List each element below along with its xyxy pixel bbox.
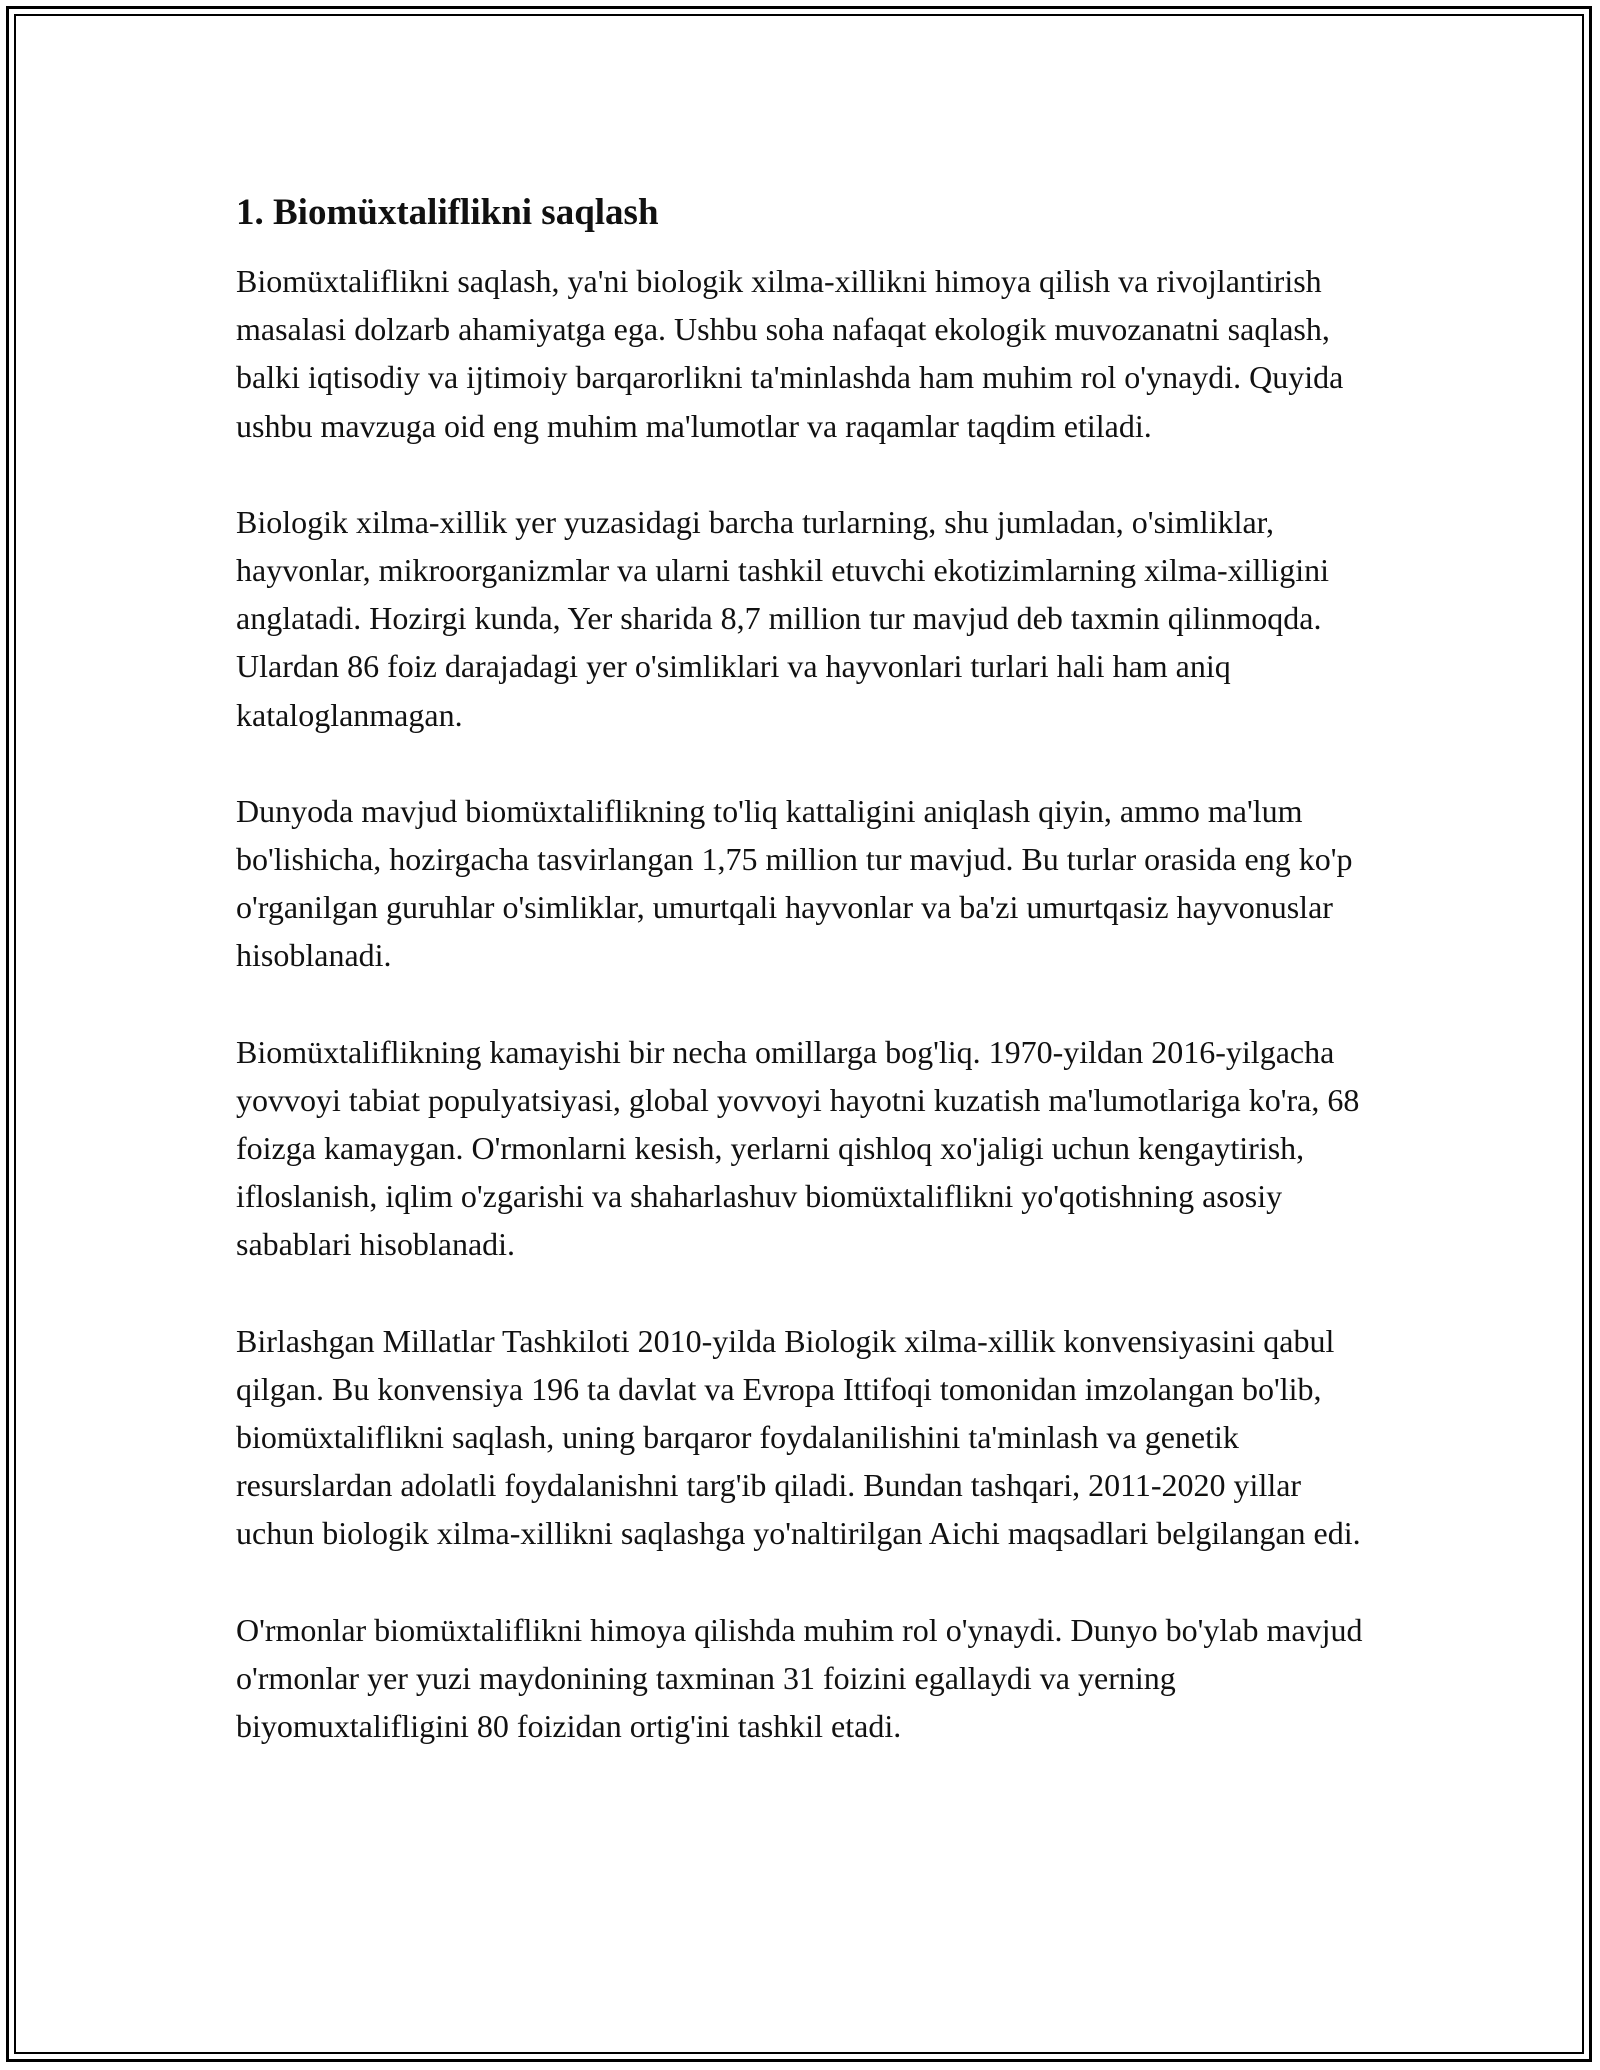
paragraph-biodiversity-definition: Biologik xilma-xillik yer yuzasidagi barcha turlarning, shu jumladan, o'simliklar, hayvonlar, mikroorganizmlar va ularni tashkil etuvchi ekotizimlarning xilma-xilligini anglatadi. Hozirgi kunda, Yer sharida 8,7 million tur mavjud deb taxmin qilinmoqda. Ulardan 86 foiz darajadagi yer o'simliklari va hayvonlari turlari hali ham aniq kataloglanmagan. — [236, 503, 1329, 733]
paragraph-forests: O'rmonlar biomüxtaliflikni himoya qilishda muhim rol o'ynaydi. Dunyo bo'ylab mavjud o'rmonlar yer yuzi maydonining taxminan 31 foizini egallaydi va yerning biyomuxtalifligini 80 foizidan ortig'ini tashkil etadi. — [236, 1611, 1363, 1745]
paragraph-introduction: Biomüxtaliflikni saqlash, ya'ni biologik xilma-xillikni himoya qilish va rivojlantirish masalasi dolzarb ahamiyatga ega. Ushbu soha nafaqat ekologik muvozanatni saqlash, balki iqtisodiy va ijtimoiy barqarorlikni ta'minlashda ham muhim rol o'ynaydi. Quyida ushbu mavzuga oid eng muhim ma'lumotlar va raqamlar taqdim etiladi. — [236, 263, 1344, 444]
section-heading: 1. Biomüxtaliflikni saqlash — [236, 192, 659, 233]
document-body — [236, 186, 1376, 1750]
paragraph-described-species: Dunyoda mavjud biomüxtaliflikning to'liq kattaligini aniqlash qiyin, ammo ma'lum bo'lishicha, hozirgacha tasvirlangan 1,75 million tur mavjud. Bu turlar orasida eng ko'p o'rganilgan guruhlar o'simliklar, umurtqali hayvonlar va ba'zi umurtqasiz hayvonuslar hisoblanadi. — [236, 792, 1353, 974]
paragraph-un-convention: Birlashgan Millatlar Tashkiloti 2010-yilda Biologik xilma-xillik konvensiyasini qabul qilgan. Bu konvensiya 196 ta davlat va Evropa Ittifoqi tomonidan imzolangan bo'lib, biomüxtaliflikni saqlash, uning barqaror foydalanilishini ta'minlash va genetik resurslardan adolatli foydalanishni targ'ib qiladi. Bundan tashqari, 2011-2020 yillar uchun biologik xilma-xillikni saqlashga yo'naltirilgan Aichi maqsadlari belgilangan edi. — [236, 1322, 1361, 1552]
paragraph-decline-causes: Biomüxtaliflikning kamayishi bir necha omillarga bog'liq. 1970-yildan 2016-yilgacha yovvoyi tabiat populyatsiyasi, global yovvoyi hayotni kuzatish ma'lumotlariga ko'ra, 68 foizga kamaygan. O'rmonlarni kesish, yerlarni qishloq xo'jaligi uchun kengaytirish, ifloslanish, iqlim o'zgarishi va shaharlashuv biomüxtaliflikni yo'qotishning asosiy sabablari hisoblanadi. — [236, 1033, 1360, 1263]
